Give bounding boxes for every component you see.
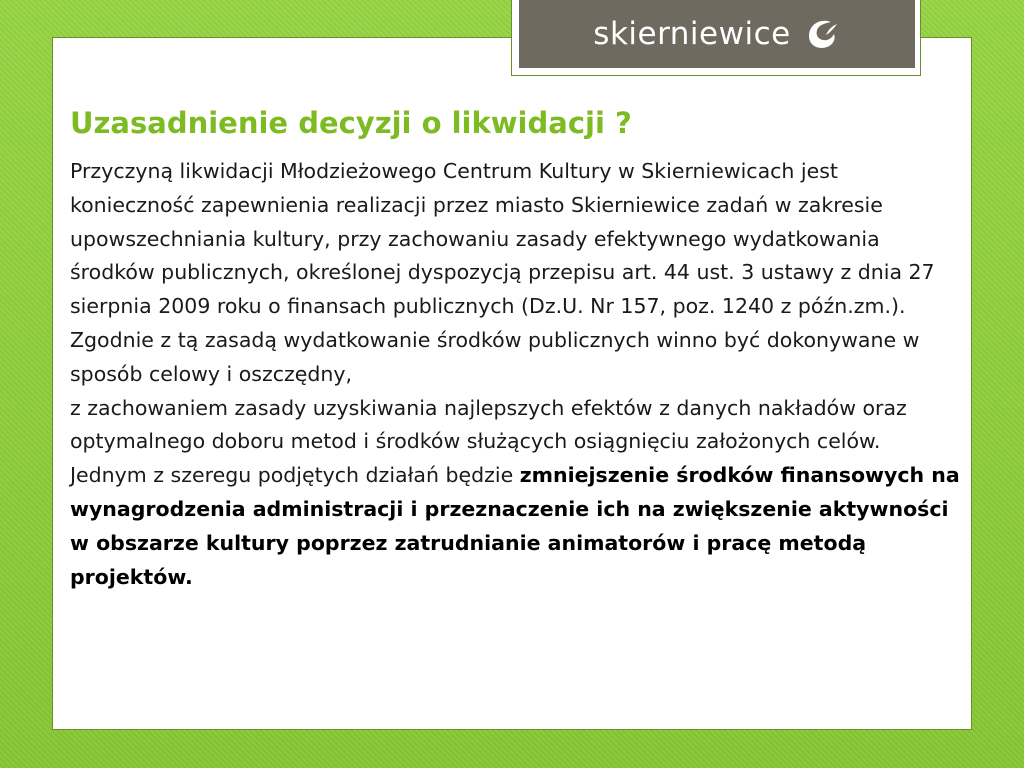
slide-title: Uzasadnienie decyzji o likwidacji ? (70, 106, 632, 140)
paragraph-2-bold: zmniejszenie środków finansowych na wynagrodzenia administracji i przeznaczenie ich na zwiększenie aktywności w obszarze kultury poprzez zatrudnianie animatorów i pracę metodą projektów. (70, 463, 960, 589)
city-logo (519, 0, 915, 68)
slide-body-text (70, 155, 960, 594)
paragraph-2-plain: z zachowaniem zasady uzyskiwania najlepszych efektów z danych nakładów oraz optymalnego doboru metod i środków służących osiągnięciu założonych celów. Jednym z szeregu podjętych działań będzie (70, 395, 907, 488)
paragraph-1: Przyczyną likwidacji Młodzieżowego Centrum Kultury w Skierniewicach jest konieczność zapewnienia realizacji przez miasto Skierniewice zadań w zakresie upowszechniania kultury, przy zachowaniu zasady efektywnego wydatkowania środków publicznych, określonej dyspozycją przepisu art. 44 ust. 3 ustawy z dnia 27 sierpnia 2009 roku o finansach publicznych (Dz.U. Nr 157, poz. 1240 z późn.zm.). Zgodnie z tą zasadą wydatkowanie środków publicznych winno być dokonywane w sposób celowy i oszczędny, (70, 159, 935, 386)
logo-text: skierniewice (593, 16, 791, 52)
stylized-s-leaf-icon (801, 14, 841, 54)
